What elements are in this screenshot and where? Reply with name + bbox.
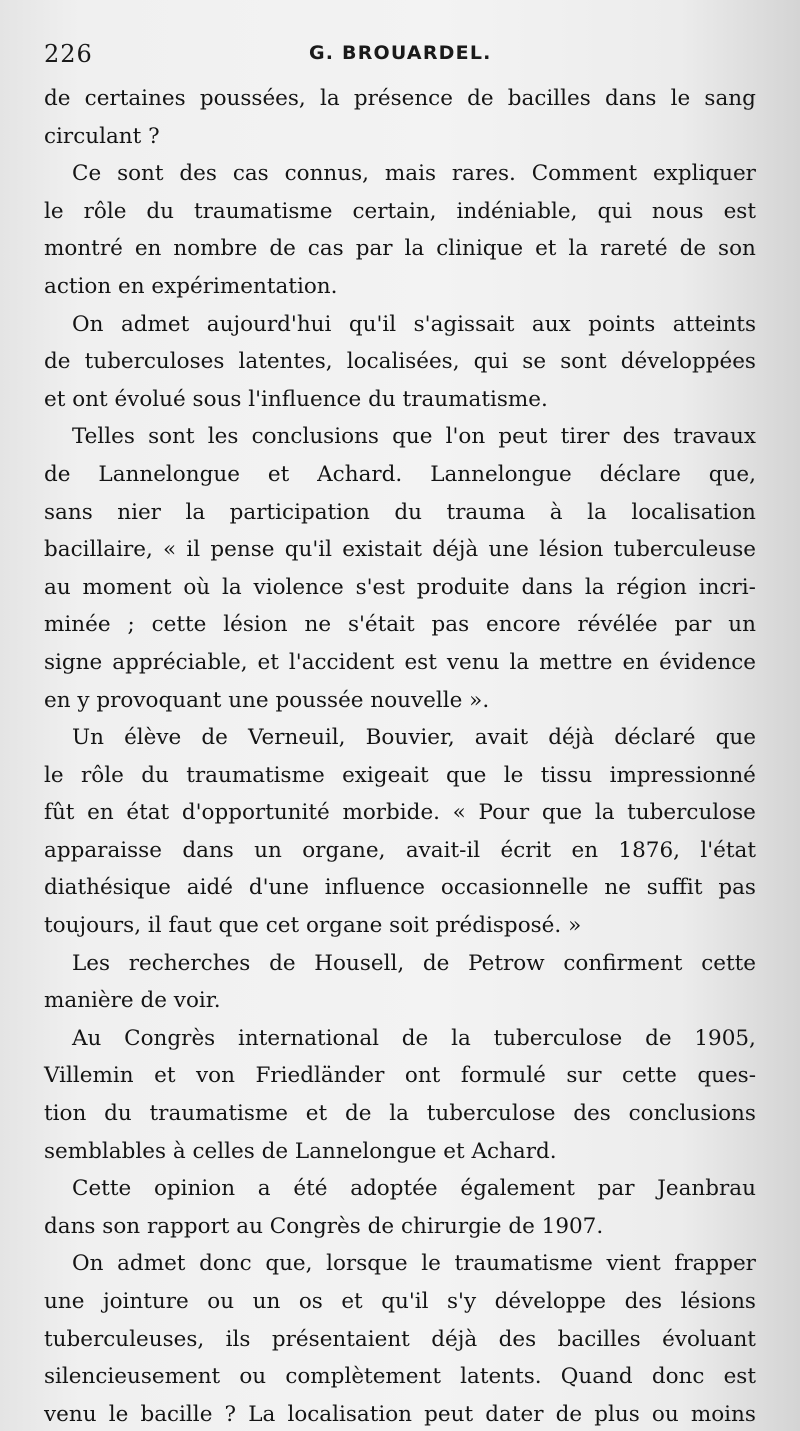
text-line: au moment où la violence s'est produite dans la région incri- xyxy=(44,574,756,600)
text-line: venu le bacille ? La localisation peut dater de plus ou moins xyxy=(44,1401,756,1427)
text-line: bacillaire, « il pense qu'il existait déjà une lésion tuberculeuse xyxy=(44,537,756,563)
text-line: diathésique aidé d'une influence occasionnelle ne suffit pas xyxy=(44,875,756,901)
page-number: 226 xyxy=(44,40,93,68)
text-line: circulant ? xyxy=(44,123,160,149)
text-line: Au Congrès international de la tuberculose de 1905, xyxy=(72,1025,756,1051)
body-text xyxy=(44,80,756,1431)
text-line: montré en nombre de cas par la clinique et la rareté de son xyxy=(44,236,756,262)
text-line: le rôle du traumatisme certain, indéniable, qui nous est xyxy=(44,198,756,224)
text-line: dans son rapport au Congrès de chirurgie de 1907. xyxy=(44,1213,604,1239)
text-line: de tuberculoses latentes, localisées, qui se sont développées xyxy=(44,349,756,375)
text-line: tion du traumatisme et de la tuberculose des conclusions xyxy=(44,1101,756,1127)
text-line: apparaisse dans un organe, avait-il écrit en 1876, l'état xyxy=(44,837,756,863)
text-line: semblables à celles de Lannelongue et Achard. xyxy=(44,1138,557,1164)
text-line: silencieusement ou complètement latents. Quand donc est xyxy=(44,1364,756,1390)
text-line: minée ; cette lésion ne s'était pas encore révélée par un xyxy=(44,612,756,638)
text-line: en y provoquant une poussée nouvelle ». xyxy=(44,687,490,713)
text-line: toujours, il faut que cet organe soit prédisposé. » xyxy=(44,913,582,939)
text-line: Villemin et von Friedländer ont formulé sur cette ques- xyxy=(44,1063,756,1089)
text-line: sans nier la participation du trauma à la localisation xyxy=(44,499,756,525)
page-header xyxy=(44,40,724,76)
text-line: Ce sont des cas connus, mais rares. Comment expliquer xyxy=(72,161,756,187)
text-line: une jointure ou un os et qu'il s'y développe des lésions xyxy=(44,1289,756,1314)
text-line: Les recherches de Housell, de Petrow confirment cette xyxy=(72,950,756,976)
text-line: de Lannelongue et Achard. Lannelongue déclare que, xyxy=(44,461,756,487)
text-line: et ont évolué sous l'influence du traumatisme. xyxy=(44,386,548,412)
text-line: Telles sont les conclusions que l'on peut tirer des travaux xyxy=(72,424,756,450)
text-line: signe appréciable, et l'accident est venu la mettre en évidence xyxy=(44,649,756,675)
text-line: le rôle du traumatisme exigeait que le tissu impressionné xyxy=(44,762,756,788)
text-line: tuberculeuses, ils présentaient déjà des bacilles évoluant xyxy=(44,1326,756,1352)
text-line: On admet aujourd'hui qu'il s'agissait aux points atteints xyxy=(72,311,756,337)
text-line: On admet donc que, lorsque le traumatisme vient frapper xyxy=(72,1251,756,1277)
text-line: Cette opinion a été adoptée également par Jeanbrau xyxy=(72,1176,756,1202)
text-line: de certaines poussées, la présence de bacilles dans le sang xyxy=(44,86,756,111)
text-line: action en expérimentation. xyxy=(44,273,338,299)
text-line: manière de voir. xyxy=(44,988,221,1014)
running-head: G. BROUARDEL. xyxy=(309,42,492,64)
text-line: Un élève de Verneuil, Bouvier, avait déjà déclaré que xyxy=(72,725,756,751)
text-line: fût en état d'opportunité morbide. « Pour que la tuberculose xyxy=(44,800,756,826)
